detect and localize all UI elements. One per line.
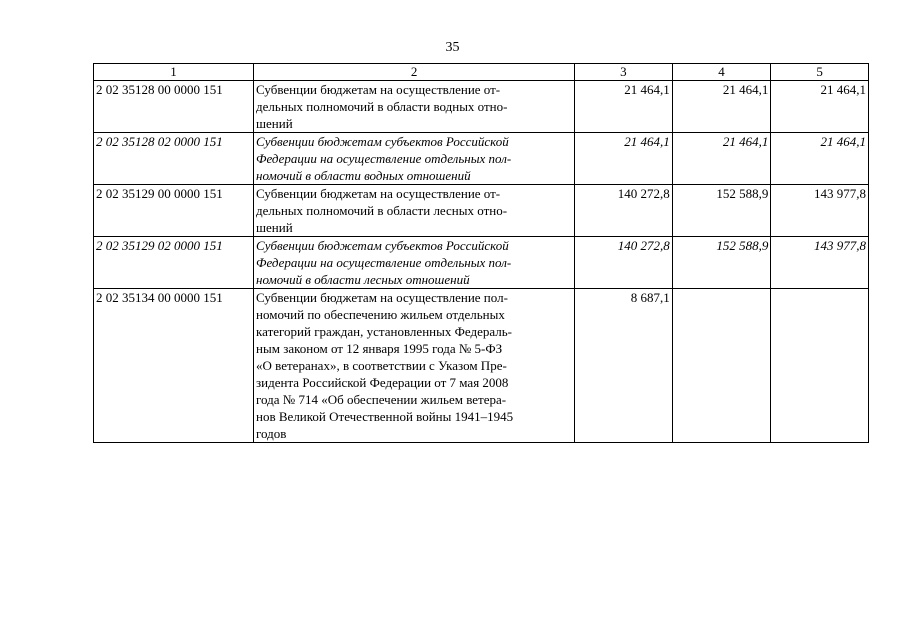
header-cell-2: 2	[254, 64, 575, 81]
description-line: нов Великой Отечественной войны 1941–1945	[256, 409, 514, 424]
description-line: дельных полномочий в области водных отно-	[256, 99, 508, 114]
description	[254, 237, 575, 289]
description-line: «О ветеранах», в соответствии с Указом Пре-	[256, 358, 507, 373]
header-cell-4: 4	[672, 64, 771, 81]
description-line: Субвенции бюджетам на осуществление пол-	[256, 290, 508, 305]
table-row	[94, 81, 869, 133]
description-line: ным законом от 12 января 1995 года № 5-ФЗ	[256, 341, 503, 356]
value-col-5: 21 464,1	[771, 81, 869, 133]
table-row	[94, 289, 869, 443]
budget-code: 2 02 35128 02 0000 151	[94, 133, 254, 185]
description	[254, 81, 575, 133]
description-line: дельных полномочий в области лесных отно-	[256, 203, 508, 218]
budget-code: 2 02 35129 02 0000 151	[94, 237, 254, 289]
header-cell-3: 3	[575, 64, 673, 81]
description-line: Субвенции бюджетам субъектов Российской	[256, 134, 509, 149]
value-col-3: 8 687,1	[575, 289, 673, 443]
value-col-5: 21 464,1	[771, 133, 869, 185]
description-line: шений	[256, 220, 293, 235]
description	[254, 185, 575, 237]
value-col-4: 152 588,9	[672, 185, 771, 237]
value-col-5: 143 977,8	[771, 237, 869, 289]
value-col-5	[771, 289, 869, 443]
header-cell-1: 1	[94, 64, 254, 81]
value-col-4: 21 464,1	[672, 81, 771, 133]
table-row	[94, 185, 869, 237]
page-number: 35	[445, 40, 460, 55]
budget-code: 2 02 35134 00 0000 151	[94, 289, 254, 443]
budget-code: 2 02 35128 00 0000 151	[94, 81, 254, 133]
description-line: зидента Российской Федерации от 7 мая 2008	[256, 375, 509, 390]
description-line: номочий по обеспечению жильем отдельных	[256, 307, 505, 322]
value-col-3: 21 464,1	[575, 81, 673, 133]
description-line: года № 714 «Об обеспечении жильем ветера-	[256, 392, 507, 407]
value-col-5: 143 977,8	[771, 185, 869, 237]
table-row	[94, 237, 869, 289]
description-line: шений	[256, 116, 293, 131]
description	[254, 133, 575, 185]
description-line: номочий в области лесных отношений	[256, 272, 470, 287]
description-line: Федерации на осуществление отдельных пол-	[256, 151, 512, 166]
value-col-3: 140 272,8	[575, 185, 673, 237]
description-line: Федерации на осуществление отдельных пол-	[256, 255, 512, 270]
description	[254, 289, 575, 443]
value-col-3: 21 464,1	[575, 133, 673, 185]
budget-code: 2 02 35129 00 0000 151	[94, 185, 254, 237]
description-line: Субвенции бюджетам субъектов Российской	[256, 238, 509, 253]
header-row	[94, 64, 869, 81]
description-line: Субвенции бюджетам на осуществление от-	[256, 82, 501, 97]
description-line: номочий в области водных отношений	[256, 168, 471, 183]
description-line: годов	[256, 426, 287, 441]
value-col-3: 140 272,8	[575, 237, 673, 289]
value-col-4: 152 588,9	[672, 237, 771, 289]
budget-table	[93, 63, 869, 443]
value-col-4	[672, 289, 771, 443]
description-line: Субвенции бюджетам на осуществление от-	[256, 186, 501, 201]
header-cell-5: 5	[771, 64, 869, 81]
value-col-4: 21 464,1	[672, 133, 771, 185]
table-row	[94, 133, 869, 185]
description-line: категорий граждан, установленных Федераль-	[256, 324, 512, 339]
